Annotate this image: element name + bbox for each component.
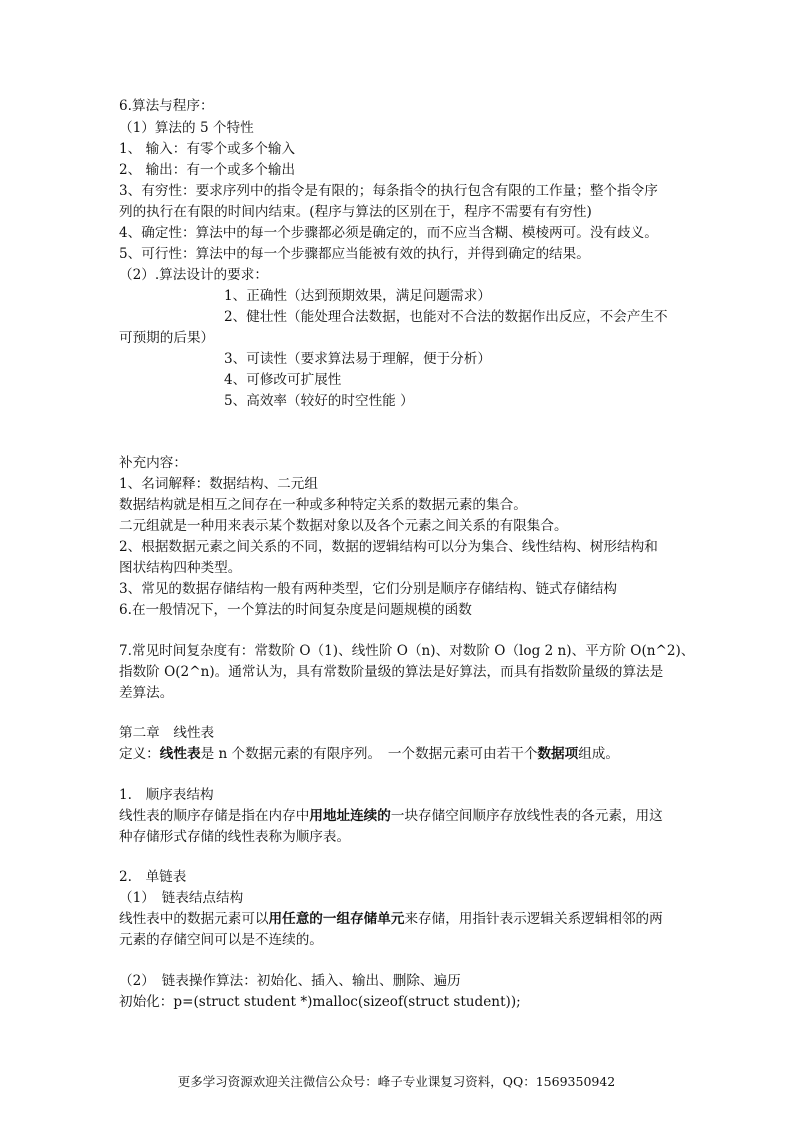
text-line: 2、 输出：有一个或多个输出	[119, 162, 296, 178]
text-line: 可预期的后果）	[119, 330, 215, 346]
text-line: 7.常见时间复杂度有：常数阶 O（1)、线性阶 O（n)、对数阶 O（log 2 n)、平方阶 O(n^2)、	[119, 643, 695, 659]
page-footer: 更多学习资源欢迎关注微信公众号：峰子专业课复习资料，QQ：1569350942	[177, 1074, 616, 1089]
text-line: 2、健壮性（能处理合法数据，也能对不合法的数据作出反应，不会产生不	[224, 309, 668, 325]
text-span: 线性表的顺序存储是指在内存中	[119, 808, 310, 824]
text-line: 4、可修改可扩展性	[224, 372, 342, 388]
text-line: 5、高效率（较好的时空性能 ）	[224, 393, 414, 409]
text-line: 1、名词解释：数据结构、二元组	[119, 476, 318, 492]
subheading: 2. 单链表	[119, 869, 187, 885]
subheading: （2）.算法设计的要求：	[119, 267, 268, 283]
text-line: 数据结构就是相互之间存在一种或多种特定关系的数据元素的集合。	[119, 497, 527, 513]
bold-phrase: 用地址连续的	[309, 808, 391, 824]
definition-prefix: 定义：	[119, 746, 160, 762]
subheading: 1. 顺序表结构	[119, 787, 214, 803]
text-line: 列的执行在有限的时间内结束。(程序与算法的区别在于，程序不需要有有穷性)	[119, 204, 592, 220]
definition-term: 数据项	[537, 746, 579, 762]
subheading: （1） 链表结点结构	[119, 890, 244, 906]
text-line: 图状结构四种类型。	[119, 560, 242, 576]
text-span: 一块存储空间顺序存放线性表的各元素，用这	[390, 808, 663, 824]
text-line: 二元组就是一种用来表示某个数据对象以及各个元素之间关系的有限集合。	[119, 518, 568, 534]
text-line: 3、有穷性：要求序列中的指令是有限的；每条指令的执行包含有限的工作量；整个指令序	[119, 183, 658, 199]
text-line: 5、可行性：算法中的每一个步骤都应当能被有效的执行，并得到确定的结果。	[119, 246, 590, 262]
bold-phrase: 用任意的一组存储单元	[268, 911, 405, 927]
text-line: 差算法。	[119, 685, 174, 701]
definition-line	[119, 744, 619, 764]
text-line: 1、正确性（达到预期效果，满足问题需求）	[224, 288, 491, 304]
text-line: 4、确定性：算法中的每一个步骤都必须是确定的，而不应当含糊、模棱两可。没有歧义。	[119, 225, 658, 241]
code-line: 初始化：p=(struct student *)malloc(sizeof(struct student));	[119, 994, 521, 1010]
definition-middle: 是 n 个数据元素的有限序列。 一个数据元素可由若干个	[200, 746, 538, 762]
text-line: 1、 输入：有零个或多个输入	[119, 141, 296, 157]
text-line	[119, 806, 663, 826]
text-line: 6.在一般情况下，一个算法的时间复杂度是问题规模的函数	[119, 602, 472, 618]
definition-suffix: 组成。	[578, 746, 619, 762]
section-heading: 6.算法与程序：	[119, 98, 214, 114]
text-line: 2、根据数据元素之间关系的不同，数据的逻辑结构可以分为集合、线性结构、树形结构和	[119, 539, 658, 555]
subheading: （1）算法的 5 个特性	[119, 120, 254, 136]
text-line: 3、常见的数据存储结构一般有两种类型，它们分别是顺序存储结构、链式存储结构	[119, 581, 618, 597]
text-line: 种存储形式存储的线性表称为顺序表。	[119, 829, 351, 845]
text-line: 指数阶 O(2^n)。通常认为，具有常数阶量级的算法是好算法，而具有指数阶量级的算法是	[119, 664, 664, 680]
text-span: 线性表中的数据元素可以	[119, 911, 269, 927]
subheading: （2） 链表操作算法：初始化、插入、输出、删除、遍历	[119, 973, 461, 989]
section-heading: 补充内容：	[119, 455, 187, 471]
text-span: 来存储，用指针表示逻辑关系逻辑相邻的两	[404, 911, 663, 927]
text-line: 3、可读性（要求算法易于理解，便于分析）	[224, 351, 491, 367]
text-line: 元素的存储空间可以是不连续的。	[119, 932, 323, 948]
text-line	[119, 909, 663, 929]
definition-term: 线性表	[159, 746, 201, 762]
chapter-heading: 第二章 线性表	[119, 725, 215, 741]
